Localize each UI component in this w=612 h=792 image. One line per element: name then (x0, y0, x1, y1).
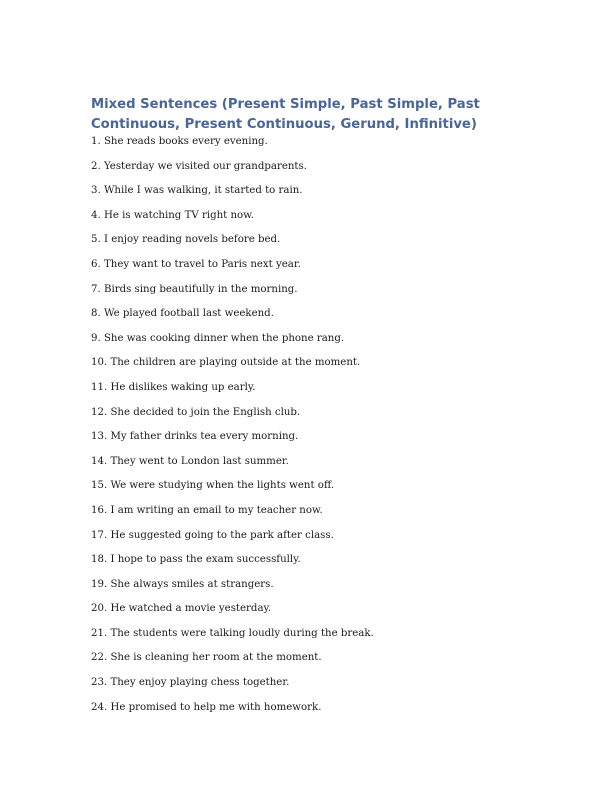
sentence-7: 7. Birds sing beautifully in the morning. (91, 283, 298, 295)
sentence-13: 13. My father drinks tea every morning. (91, 431, 299, 443)
sentence-4: 4. He is watching TV right now. (91, 209, 254, 221)
sentence-3: 3. While I was walking, it started to rain. (91, 185, 303, 197)
sentence-23: 23. They enjoy playing chess together. (91, 677, 290, 689)
sentence-2: 2. Yesterday we visited our grandparents. (91, 160, 307, 172)
sentence-9: 9. She was cooking dinner when the phone rang. (91, 332, 345, 344)
sentence-1: 1. She reads books every evening. (91, 136, 268, 147)
sentence-15: 15. We were studying when the lights went off. (91, 480, 335, 492)
document-title: Mixed Sentences (Present Simple, Past Simple, Past Continuous, Present Continuous, Gerund, Infinitive) (91, 97, 480, 132)
sentence-11: 11. He dislikes waking up early. (91, 381, 256, 393)
sentence-21: 21. The students were talking loudly during the break. (91, 627, 374, 639)
sentence-17: 17. He suggested going to the park after class. (91, 529, 334, 541)
sentence-12: 12. She decided to join the English club. (91, 406, 301, 418)
sentence-22: 22. She is cleaning her room at the moment. (91, 652, 322, 664)
sentence-5: 5. I enjoy reading novels before bed. (91, 234, 281, 246)
sentence-19: 19. She always smiles at strangers. (91, 578, 274, 590)
sentence-6: 6. They want to travel to Paris next year. (91, 258, 301, 270)
sentence-10: 10. The children are playing outside at the moment. (91, 357, 361, 369)
sentence-24: 24. He promised to help me with homework. (91, 701, 322, 713)
sentence-14: 14. They went to London last summer. (91, 455, 289, 467)
sentence-16: 16. I am writing an email to my teacher now. (91, 504, 323, 516)
sentence-list (91, 134, 374, 724)
sentence-18: 18. I hope to pass the exam successfully. (91, 554, 301, 566)
sentence-8: 8. We played football last weekend. (91, 308, 274, 320)
sentence-20: 20. He watched a movie yesterday. (91, 603, 272, 615)
